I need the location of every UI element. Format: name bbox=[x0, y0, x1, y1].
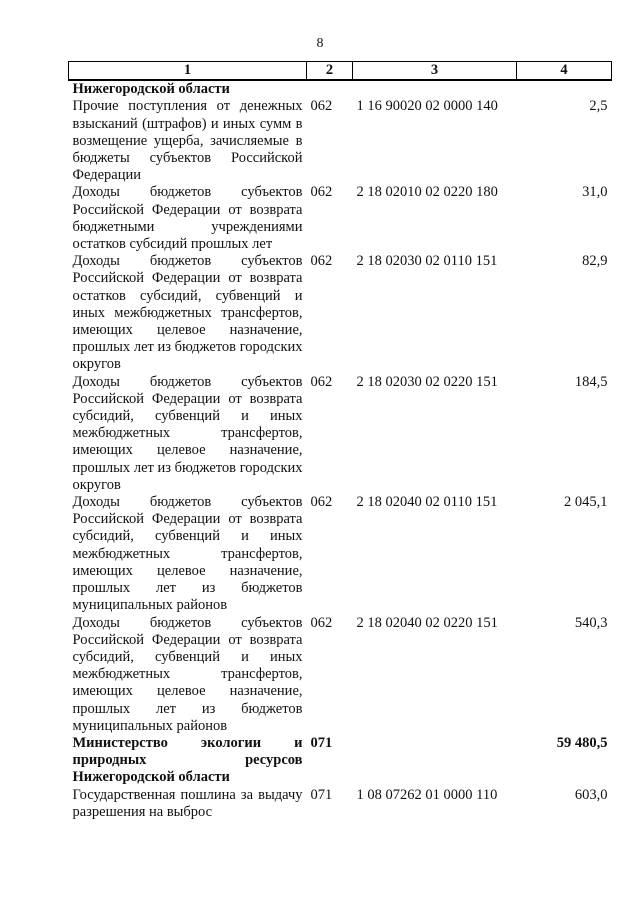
row-budget-classification-code: 1 08 07262 01 0000 110 bbox=[356, 786, 498, 803]
table-row bbox=[69, 80, 612, 98]
table-row bbox=[69, 735, 612, 787]
row-budget-classification-code: 2 18 02010 02 0220 180 bbox=[356, 184, 498, 201]
row-name: Доходы бюджетов субъектов Российской Федерации от возврата субсидий, субвенций и иных межбюджетных трансфертов, имеющих целевое назначение, прошлых лет из бюджетов городских округов bbox=[72, 373, 303, 493]
row-name: Доходы бюджетов субъектов Российской Федерации от возврата остатков субсидий, субвенций и иных межбюджетных трансфертов, имеющих целевое назначение, прошлых лет из бюджетов городских округов bbox=[72, 253, 303, 373]
table-row bbox=[69, 615, 612, 735]
row-name: Государственная пошлина за выдачу разрешения на выброс bbox=[72, 786, 303, 820]
column-header-3: 3 bbox=[353, 62, 517, 81]
column-header-2: 2 bbox=[307, 62, 353, 81]
budget-revenue-table bbox=[68, 61, 612, 821]
row-amount: 31,0 bbox=[582, 184, 608, 201]
row-name: Прочие поступления от денежных взысканий (штрафов) и иных сумм в возмещение ущерба, зачисляемые в бюджеты субъектов Российской Федерации bbox=[72, 98, 303, 184]
row-name: Нижегородской области bbox=[72, 81, 230, 98]
table-row bbox=[69, 374, 612, 494]
row-admin-code: 062 bbox=[310, 184, 333, 201]
row-budget-classification-code bbox=[353, 735, 517, 787]
table-row bbox=[69, 184, 612, 253]
row-admin-code: 062 bbox=[310, 614, 333, 631]
row-name: Министерство экологии и природных ресурсов Нижегородской области bbox=[72, 734, 303, 786]
row-budget-classification-code: 2 18 02030 02 0220 151 bbox=[356, 373, 498, 390]
row-name: Доходы бюджетов субъектов Российской Федерации от возврата бюджетными учреждениями остатков субсидий прошлых лет bbox=[72, 184, 303, 253]
row-admin-code: 071 bbox=[310, 786, 333, 803]
table-row bbox=[69, 98, 612, 184]
row-amount: 184,5 bbox=[574, 373, 608, 390]
table-body bbox=[69, 80, 612, 821]
page-number: 8 bbox=[316, 36, 324, 51]
row-budget-classification-code: 2 18 02040 02 0220 151 bbox=[356, 614, 498, 631]
table-row bbox=[69, 253, 612, 373]
column-header-1: 1 bbox=[69, 62, 307, 81]
row-admin-code: 062 bbox=[310, 373, 333, 390]
table-row bbox=[69, 787, 612, 821]
row-budget-classification-code: 2 18 02040 02 0110 151 bbox=[356, 494, 498, 511]
row-amount: 2 045,1 bbox=[564, 494, 608, 511]
row-amount: 59 480,5 bbox=[556, 734, 608, 751]
row-amount bbox=[517, 80, 612, 98]
row-admin-code: 062 bbox=[310, 494, 333, 511]
row-admin-code: 071 bbox=[310, 734, 333, 751]
row-name: Доходы бюджетов субъектов Российской Федерации от возврата субсидий, субвенций и иных межбюджетных трансфертов, имеющих целевое назначение, прошлых лет из бюджетов муниципальных районов bbox=[72, 494, 303, 614]
row-budget-classification-code bbox=[353, 80, 517, 98]
row-name: Доходы бюджетов субъектов Российской Федерации от возврата субсидий, субвенций и иных межбюджетных трансфертов, имеющих целевое назначение, прошлых лет из бюджетов муниципальных районов bbox=[72, 614, 303, 734]
row-admin-code: 062 bbox=[310, 253, 333, 270]
row-budget-classification-code: 1 16 90020 02 0000 140 bbox=[356, 98, 498, 115]
row-amount: 82,9 bbox=[582, 253, 608, 270]
row-admin-code: 062 bbox=[310, 98, 333, 115]
row-amount: 540,3 bbox=[574, 614, 608, 631]
table-row bbox=[69, 494, 612, 614]
table-header bbox=[69, 62, 612, 81]
row-amount: 2,5 bbox=[589, 98, 608, 115]
column-header-4: 4 bbox=[517, 62, 612, 81]
row-budget-classification-code: 2 18 02030 02 0110 151 bbox=[356, 253, 498, 270]
row-admin-code bbox=[307, 80, 353, 98]
row-amount: 603,0 bbox=[574, 786, 608, 803]
